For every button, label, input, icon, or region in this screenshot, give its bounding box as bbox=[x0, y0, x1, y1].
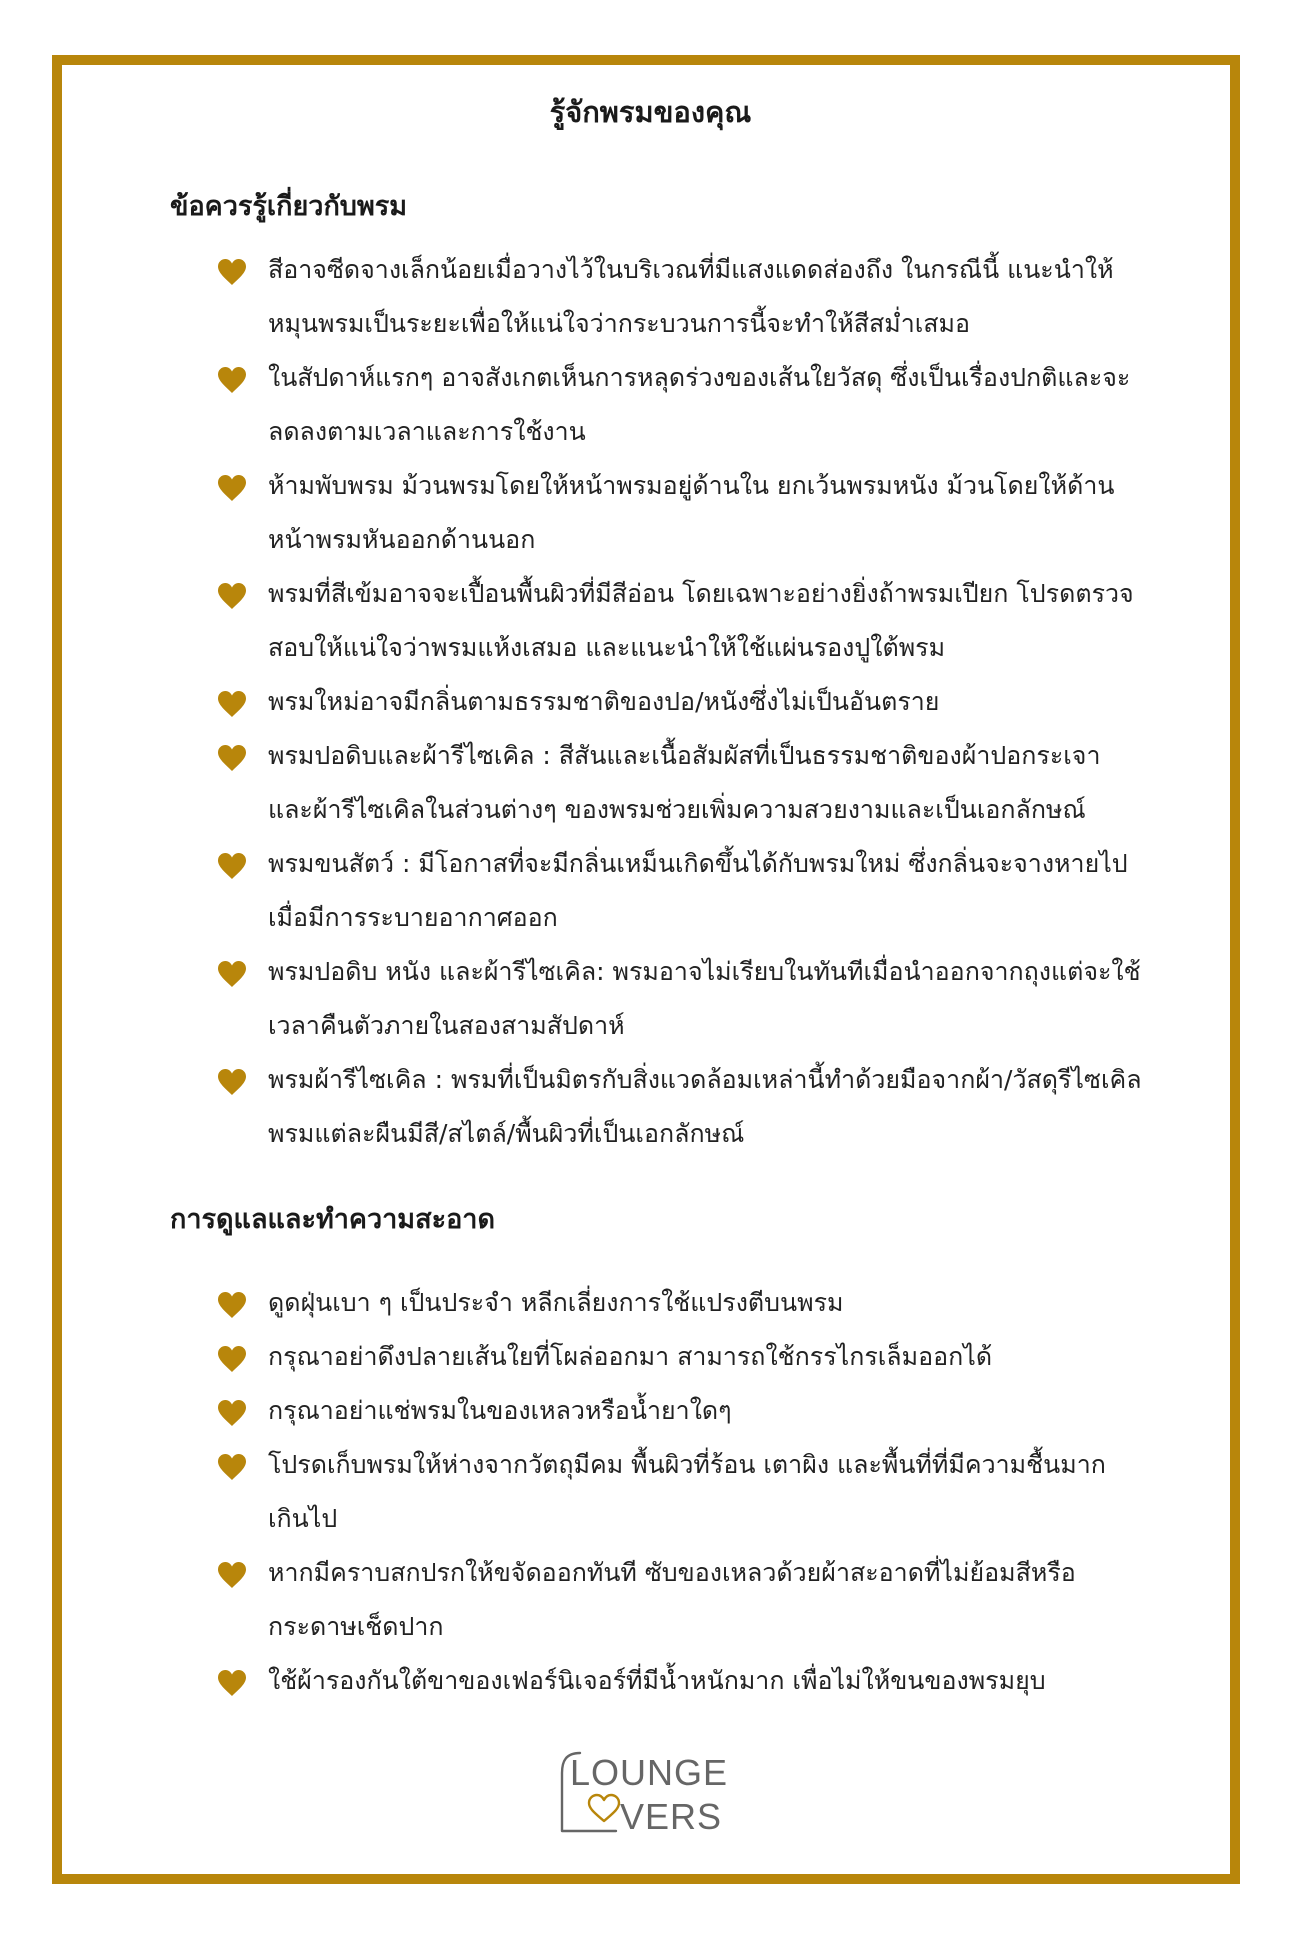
list-item-text: พรมปอดิบและผ้ารีไซเคิล : สีสันและเนื้อสัมผัสที่เป็นธรรมชาติของผ้าปอกระเจาและผ้ารีไซเคิลในส่วนต่างๆ ของพรมช่วยเพิ่มความสวยงามและเป็นเอกลักษณ์ bbox=[268, 741, 1101, 824]
list-item-text: กรุณาอย่าแช่พรมในของเหลวหรือน้ำยาใดๆ bbox=[268, 1396, 732, 1425]
heart-icon bbox=[217, 1669, 247, 1697]
list-item-text: ในสัปดาห์แรกๆ อาจสังเกตเห็นการหลุดร่วงของเส้นใยวัสดุ ซึ่งเป็นเรื่องปกติและจะลดลงตามเวลาและการใช้งาน bbox=[268, 363, 1131, 446]
section-heading-facts: ข้อควรรู้เกี่ยวกับพรม bbox=[170, 191, 408, 222]
heart-icon bbox=[217, 1068, 247, 1096]
list-item bbox=[213, 1276, 1143, 1330]
heart-icon bbox=[217, 1345, 247, 1373]
list-item bbox=[213, 351, 1143, 459]
list-item bbox=[213, 1330, 1143, 1384]
list-item bbox=[213, 945, 1143, 1053]
care-list bbox=[213, 1276, 1143, 1708]
list-item-text: พรมปอดิบ หนัง และผ้ารีไซเคิล: พรมอาจไม่เรียบในทันทีเมื่อนำออกจากถุงแต่จะใช้เวลาคืนตัวภายในสองสามสัปดาห์ bbox=[268, 957, 1141, 1040]
page-title: รู้จักพรมของคุณ bbox=[549, 95, 752, 129]
list-item bbox=[213, 243, 1143, 351]
brand-logo bbox=[556, 1745, 752, 1837]
list-item bbox=[213, 567, 1143, 675]
heart-icon bbox=[217, 582, 247, 610]
list-item bbox=[213, 1654, 1143, 1708]
list-item-text: กรุณาอย่าดึงปลายเส้นใยที่โผล่ออกมา สามารถใช้กรรไกรเล็มออกได้ bbox=[268, 1342, 993, 1371]
list-item bbox=[213, 1384, 1143, 1438]
heart-icon bbox=[217, 1291, 247, 1319]
list-item-text: ห้ามพับพรม ม้วนพรมโดยให้หน้าพรมอยู่ด้านใน ยกเว้นพรมหนัง ม้วนโดยให้ด้าน หน้าพรมหันออกด้านนอก bbox=[268, 471, 1115, 554]
list-item-text: พรมใหม่อาจมีกลิ่นตามธรรมชาติของปอ/หนังซึ่งไม่เป็นอันตราย bbox=[268, 687, 940, 716]
heart-icon bbox=[217, 366, 247, 394]
heart-icon bbox=[217, 258, 247, 286]
facts-list bbox=[213, 243, 1143, 1161]
heart-icon bbox=[217, 852, 247, 880]
list-item bbox=[213, 837, 1143, 945]
list-item bbox=[213, 675, 1143, 729]
logo-word-lounge: LOUNGE bbox=[570, 1752, 729, 1793]
list-item-text: พรมขนสัตว์ : มีโอกาสที่จะมีกลิ่นเหม็นเกิดขึ้นได้กับพรมใหม่ ซึ่งกลิ่นจะจางหายไปเมื่อมีการระบายอากาศออก bbox=[268, 849, 1128, 932]
heart-icon bbox=[217, 960, 247, 988]
heart-icon bbox=[217, 474, 247, 502]
heart-icon bbox=[217, 690, 247, 718]
list-item-text: โปรดเก็บพรมให้ห่างจากวัตถุมีคม พื้นผิวที่ร้อน เตาผิง และพื้นที่ที่มีความชื้นมากเกินไป bbox=[268, 1450, 1106, 1533]
list-item-text: สีอาจซีดจางเล็กน้อยเมื่อวางไว้ในบริเวณที่มีแสงแดดส่องถึง ในกรณีนี้ แนะนำให้หมุนพรมเป็นระยะเพื่อให้แน่ใจว่ากระบวนการนี้จะทำให้สีสม่ำเสมอ bbox=[268, 255, 1114, 338]
heart-icon bbox=[217, 1453, 247, 1481]
list-item-text: ใช้ผ้ารองกันใต้ขาของเฟอร์นิเจอร์ที่มีน้ำหนักมาก เพื่อไม่ให้ขนของพรมยุบ bbox=[268, 1666, 1046, 1695]
list-item bbox=[213, 1546, 1143, 1654]
list-item bbox=[213, 729, 1143, 837]
list-item bbox=[213, 1053, 1143, 1161]
list-item bbox=[213, 1438, 1143, 1546]
list-item bbox=[213, 459, 1143, 567]
heart-icon bbox=[217, 1561, 247, 1589]
heart-icon bbox=[217, 744, 247, 772]
section-heading-care: การดูแลและทำความสะอาด bbox=[170, 1204, 495, 1235]
heart-icon bbox=[217, 1399, 247, 1427]
logo-word-vers: VERS bbox=[620, 1796, 723, 1837]
list-item-text: พรมที่สีเข้มอาจจะเปื้อนพื้นผิวที่มีสีอ่อน โดยเฉพาะอย่างยิ่งถ้าพรมเปียก โปรดตรวจสอบให้แน่ใจว่าพรมแห้งเสมอ และแนะนำให้ใช้แผ่นรองปูใต้พรม bbox=[268, 579, 1134, 662]
list-item-text: พรมผ้ารีไซเคิล : พรมที่เป็นมิตรกับสิ่งแวดล้อมเหล่านี้ทำด้วยมือจากผ้า/วัสดุรีไซเคิล พรมแต่ละผืนมีสี/สไตล์/พื้นผิวที่เป็นเอกลักษณ์ bbox=[268, 1065, 1142, 1148]
list-item-text: หากมีคราบสกปรกให้ขจัดออกทันที ซับของเหลวด้วยผ้าสะอาดที่ไม่ย้อมสีหรือกระดาษเช็ดปาก bbox=[268, 1558, 1076, 1641]
list-item-text: ดูดฝุ่นเบา ๆ เป็นประจำ หลีกเลี่ยงการใช้แปรงตีบนพรม bbox=[268, 1288, 844, 1317]
